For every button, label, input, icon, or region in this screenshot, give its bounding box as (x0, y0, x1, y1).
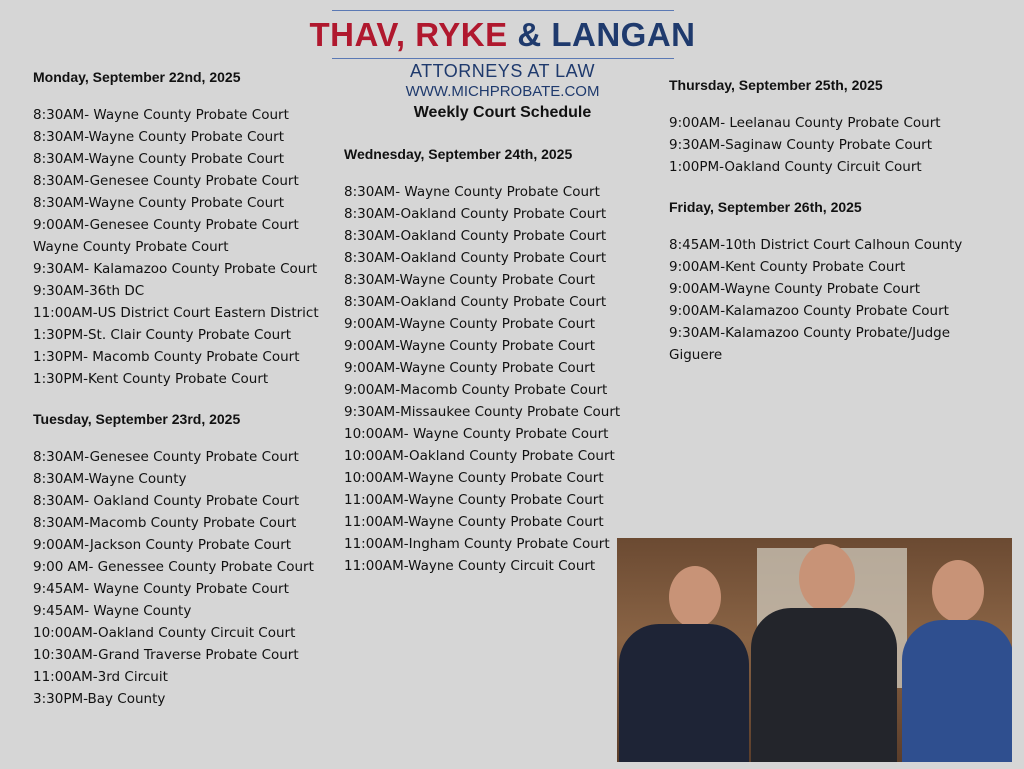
schedule-item: 8:30AM-Genesee County Probate Court (33, 449, 299, 465)
schedule-item: 8:30AM-Wayne County Probate Court (33, 195, 285, 211)
schedule-column-1 (33, 66, 319, 710)
schedule-item: 10:00AM-Oakland County Probate Court (344, 448, 615, 464)
firm-name-part2: LANGAN (551, 16, 696, 53)
schedule-item: 9:00AM-Wayne County Probate Court (344, 338, 596, 354)
schedule-item: 1:00PM-Oakland County Circuit Court (669, 159, 922, 175)
schedule-item: 9:45AM- Wayne County Probate Court (33, 581, 289, 597)
schedule-item: 8:30AM-Macomb County Probate Court (33, 515, 297, 531)
schedule-item: 9:00AM-Wayne County Probate Court (344, 316, 596, 332)
firm-name (300, 16, 705, 54)
schedule-item: 8:30AM-Wayne County (33, 471, 187, 487)
schedule-item: 9:30AM-Kalamazoo County Probate/Judge Giguere (669, 325, 951, 363)
day-heading-wednesday: Wednesday, September 24th, 2025 (344, 146, 573, 162)
schedule-item: 8:30AM-Oakland County Probate Court (344, 250, 607, 266)
monday-list (33, 104, 319, 390)
attorneys-photo (617, 538, 1012, 762)
schedule-item: 11:00AM-Wayne County Probate Court (344, 492, 604, 508)
schedule-item: 8:30AM- Oakland County Probate Court (33, 493, 300, 509)
schedule-item: 11:00AM-3rd Circuit (33, 669, 168, 685)
schedule-item: 10:00AM-Wayne County Probate Court (344, 470, 604, 486)
schedule-item: 9:30AM-Missaukee County Probate Court (344, 404, 621, 420)
firm-tagline: ATTORNEYS AT LAW (409, 61, 596, 81)
schedule-item: 9:00AM-Wayne County Probate Court (669, 281, 921, 297)
schedule-item: 11:00AM-Wayne County Circuit Court (344, 558, 596, 574)
schedule-item: 9:00AM-Genesee County Probate Court (33, 217, 299, 233)
day-heading-tuesday: Tuesday, September 23rd, 2025 (33, 411, 241, 427)
schedule-item: 9:00AM-Macomb County Probate Court (344, 382, 608, 398)
schedule-item: 8:30AM- Wayne County Probate Court (33, 107, 289, 123)
schedule-item: 9:30AM-36th DC (33, 283, 145, 299)
schedule-item: 8:30AM-Wayne County Probate Court (33, 151, 285, 167)
schedule-item: 9:00AM-Jackson County Probate Court (33, 537, 292, 553)
day-heading-friday: Friday, September 26th, 2025 (669, 199, 862, 215)
attorney-center (747, 538, 897, 762)
schedule-item: 9:30AM- Kalamazoo County Probate Court (33, 261, 318, 277)
schedule-item: 9:30AM-Saginaw County Probate Court (669, 137, 932, 153)
firm-website: WWW.MICHPROBATE.COM (405, 83, 600, 100)
schedule-item: 9:00AM- Leelanau County Probate Court (669, 115, 941, 131)
schedule-item: 10:00AM-Oakland County Circuit Court (33, 625, 296, 641)
schedule-item: 8:30AM-Oakland County Probate Court (344, 228, 607, 244)
schedule-item: 8:30AM- Wayne County Probate Court (344, 184, 600, 200)
schedule-column-2 (344, 143, 620, 577)
schedule-item: 9:00 AM- Genessee County Probate Court (33, 559, 314, 575)
schedule-item: 1:30PM-Kent County Probate Court (33, 371, 269, 387)
schedule-item: 1:30PM-St. Clair County Probate Court (33, 327, 292, 343)
schedule-item: 11:00AM-Wayne County Probate Court (344, 514, 604, 530)
schedule-item: 9:00AM-Wayne County Probate Court (344, 360, 596, 376)
page-title: Weekly Court Schedule (413, 104, 592, 121)
tuesday-list (33, 446, 319, 710)
attorney-right (902, 538, 1012, 762)
schedule-item: 8:30AM-Wayne County Probate Court (33, 129, 285, 145)
schedule-item: 11:00AM-Ingham County Probate Court (344, 536, 610, 552)
attorney-left (617, 538, 747, 762)
schedule-item: 8:45AM-10th District Court Calhoun County (669, 237, 963, 253)
friday-list (669, 234, 999, 366)
schedule-item: 8:30AM-Genesee County Probate Court (33, 173, 299, 189)
schedule-item: 9:00AM-Kent County Probate Court (669, 259, 906, 275)
schedule-item: 8:30AM-Oakland County Probate Court (344, 206, 607, 222)
schedule-item: 10:30AM-Grand Traverse Probate Court (33, 647, 299, 663)
schedule-item: 3:30PM-Bay County (33, 691, 166, 707)
schedule-item: 1:30PM- Macomb County Probate Court (33, 349, 300, 365)
schedule-item: 9:45AM- Wayne County (33, 603, 192, 619)
logo-rule-bottom (332, 58, 674, 59)
firm-name-part1: THAV, RYKE (309, 16, 508, 53)
schedule-item: 9:00AM-Kalamazoo County Probate Court (669, 303, 949, 319)
schedule-column-3 (669, 74, 999, 366)
day-heading-monday: Monday, September 22nd, 2025 (33, 69, 241, 85)
wednesday-list (344, 181, 620, 577)
logo-rule-top (332, 10, 674, 11)
day-heading-thursday: Thursday, September 25th, 2025 (669, 77, 883, 93)
firm-name-ampersand: & (507, 16, 552, 53)
schedule-item: 8:30AM-Wayne County Probate Court (344, 272, 596, 288)
thursday-list (669, 112, 999, 178)
schedule-item: Wayne County Probate Court (33, 239, 229, 255)
schedule-item: 8:30AM-Oakland County Probate Court (344, 294, 607, 310)
schedule-item: 11:00AM-US District Court Eastern District (33, 305, 319, 321)
schedule-item: 10:00AM- Wayne County Probate Court (344, 426, 609, 442)
